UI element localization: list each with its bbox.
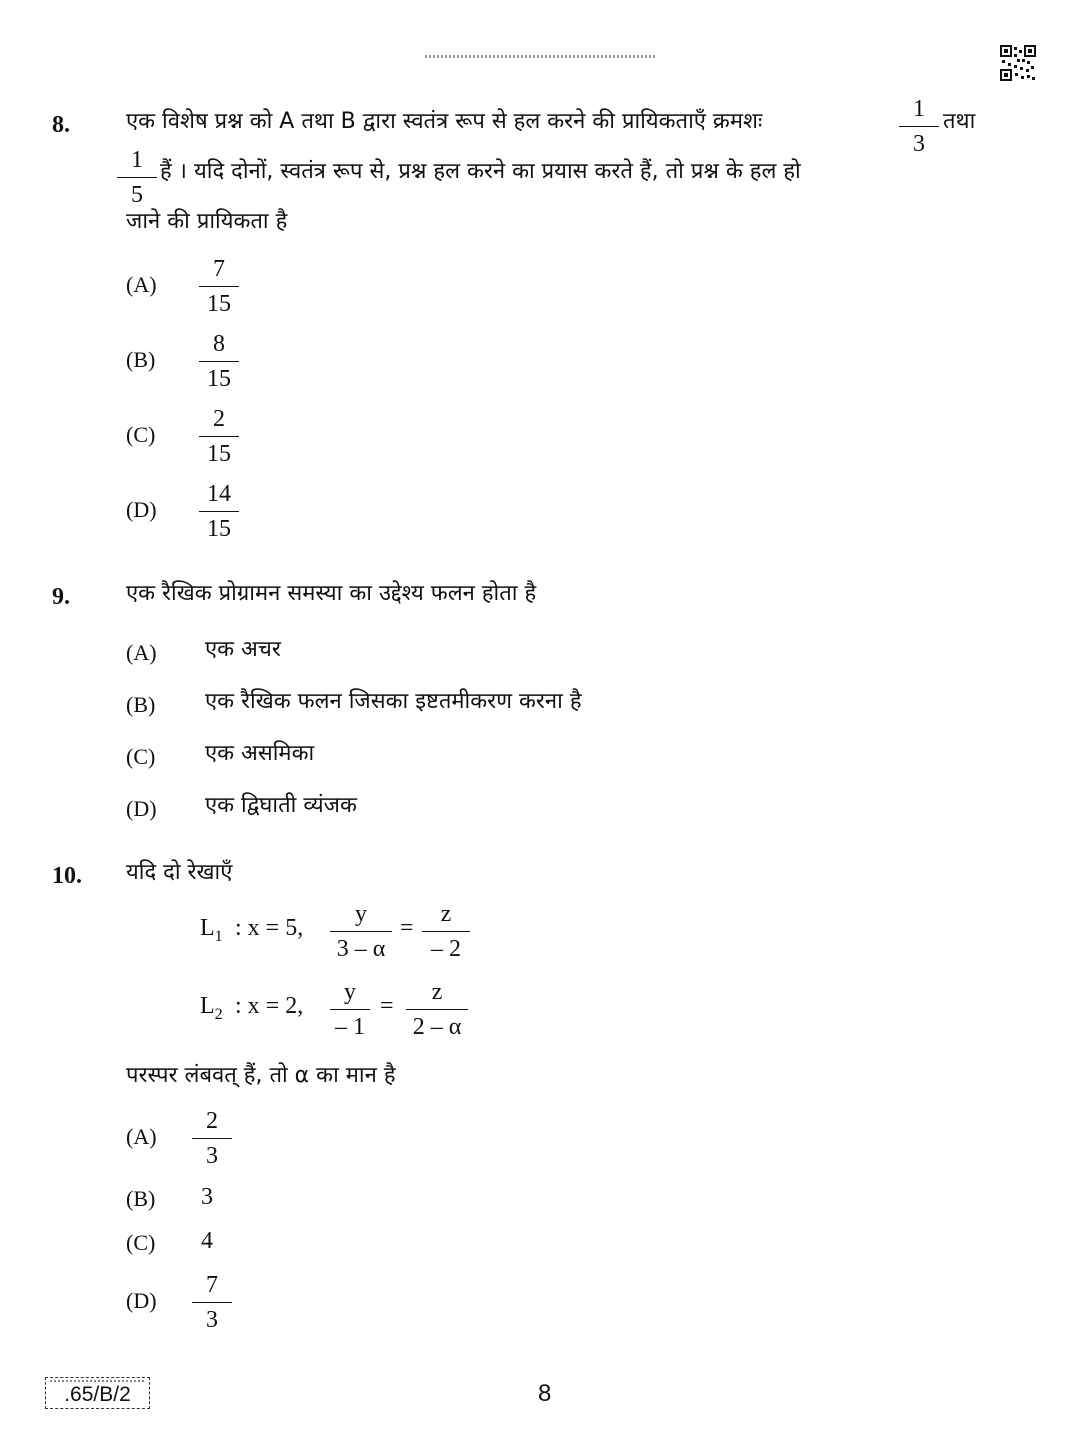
option-label: (A) — [126, 1124, 157, 1149]
fraction-numerator: 14 — [207, 481, 231, 507]
option-fraction — [197, 405, 241, 468]
fraction-numerator: z — [440, 901, 452, 927]
line-l1-equals: = — [400, 915, 414, 941]
fraction-bar — [199, 361, 239, 362]
line-l2-frac-y — [328, 978, 372, 1041]
fraction-numerator: 7 — [213, 256, 225, 282]
fraction-denominator: 3 — [913, 131, 925, 157]
line-l2-x: : x = 2, — [235, 993, 304, 1019]
line-l2-frac-z — [404, 978, 470, 1041]
option-value: 4 — [201, 1228, 213, 1254]
option-label: (B) — [126, 347, 156, 372]
fraction-denominator: 5 — [131, 182, 143, 208]
fraction-bar — [117, 177, 157, 178]
fraction-denominator: 15 — [207, 291, 231, 317]
option-text: एक अचर — [205, 637, 281, 662]
question-8-fraction-a — [897, 95, 941, 158]
option-fraction — [197, 330, 241, 393]
question-9-text: एक रैखिक प्रोग्रामन समस्या का उद्देश्य फलन होता है — [126, 581, 537, 606]
fraction-denominator: – 1 — [335, 1014, 365, 1040]
fraction-denominator: 3 — [206, 1307, 218, 1333]
fraction-numerator: 1 — [913, 96, 925, 122]
line-l2-name — [200, 993, 223, 1024]
fraction-bar — [192, 1302, 232, 1303]
question-8-line2: हैं । यदि दोनों, स्वतंत्र रूप से, प्रश्न हल करने का प्रयास करते हैं, तो प्रश्न के हल हो — [160, 159, 801, 184]
line-symbol: L — [200, 915, 215, 941]
option-label: (C) — [126, 744, 156, 769]
option-label: (B) — [126, 692, 156, 717]
fraction-numerator: 1 — [131, 147, 143, 173]
option-label: (C) — [126, 1230, 156, 1255]
paper-code: .65/B/2 — [64, 1383, 131, 1406]
option-fraction — [197, 480, 241, 543]
question-8-number: 8. — [52, 112, 70, 138]
fraction-numerator: 8 — [213, 331, 225, 357]
line-l1-name — [200, 915, 223, 946]
option-label: (D) — [126, 497, 157, 522]
fraction-denominator: – 2 — [431, 936, 461, 962]
fraction-bar — [199, 436, 239, 437]
fraction-denominator: 15 — [207, 366, 231, 392]
option-label: (C) — [126, 422, 156, 447]
fraction-bar — [406, 1009, 468, 1010]
fraction-numerator: 2 — [206, 1108, 218, 1134]
fraction-denominator: 3 — [206, 1143, 218, 1169]
option-text: एक असमिका — [205, 741, 315, 766]
fraction-numerator: 7 — [206, 1272, 218, 1298]
option-fraction — [190, 1271, 234, 1334]
option-text: एक रैखिक फलन जिसका इष्टतमीकरण करना है — [205, 689, 582, 714]
option-label: (B) — [126, 1186, 156, 1211]
option-label: (D) — [126, 796, 157, 821]
fraction-numerator: z — [431, 979, 443, 1005]
line-l2-equals: = — [380, 993, 394, 1019]
code-barcode-strip — [50, 1380, 145, 1382]
line-l1-frac-z — [420, 900, 472, 963]
question-8-line1: एक विशेष प्रश्न को A तथा B द्वारा स्वतंत्र रूप से हल करने की प्रायिकताएँ क्रमशः — [126, 109, 763, 134]
option-fraction — [197, 255, 241, 318]
fraction-bar — [899, 126, 939, 127]
fraction-numerator: 2 — [213, 406, 225, 432]
fraction-denominator: 3 – α — [336, 936, 386, 962]
fraction-bar — [330, 931, 392, 932]
question-9-number: 9. — [52, 584, 70, 610]
fraction-denominator: 15 — [207, 441, 231, 467]
question-8-fraction-b — [115, 146, 159, 209]
paper-code-box — [45, 1377, 150, 1409]
option-value: 3 — [201, 1184, 213, 1210]
question-10-intro: यदि दो रेखाएँ — [126, 860, 233, 885]
fraction-bar — [199, 511, 239, 512]
fraction-denominator: 2 – α — [412, 1014, 462, 1040]
fraction-numerator: y — [355, 901, 367, 927]
question-8-line3: जाने की प्रायिकता है — [126, 209, 288, 234]
option-label: (D) — [126, 1288, 157, 1313]
header-barcode-strip — [425, 55, 655, 58]
fraction-denominator: 15 — [207, 516, 231, 542]
option-text: एक द्विघाती व्यंजक — [205, 793, 357, 818]
question-10-question: परस्पर लंबवत् हैं, तो α का मान है — [126, 1063, 396, 1088]
fraction-numerator: y — [344, 979, 356, 1005]
line-symbol: L — [200, 993, 215, 1019]
line-subscript: 1 — [214, 928, 223, 945]
line-l1-frac-y — [328, 900, 394, 963]
option-label: (A) — [126, 272, 157, 297]
fraction-bar — [199, 286, 239, 287]
fraction-bar — [330, 1009, 370, 1010]
page-number: 8 — [538, 1380, 552, 1407]
qr-code-icon — [1000, 45, 1036, 81]
line-l1-x: : x = 5, — [235, 915, 304, 941]
line-subscript: 2 — [214, 1006, 223, 1023]
fraction-bar — [422, 931, 470, 932]
option-label: (A) — [126, 640, 157, 665]
question-8-tatha: तथा — [943, 109, 976, 134]
question-10-number: 10. — [52, 863, 82, 889]
fraction-bar — [192, 1138, 232, 1139]
option-fraction — [190, 1107, 234, 1170]
